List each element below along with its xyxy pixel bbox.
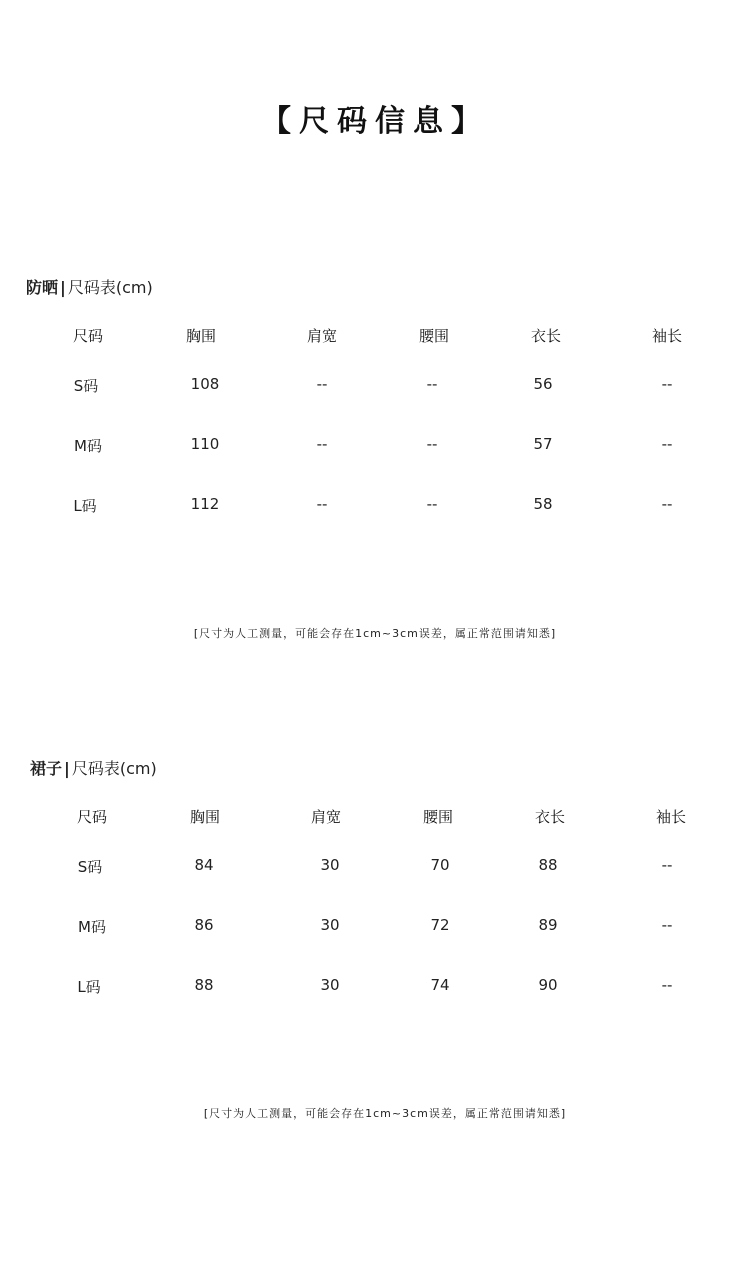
waist-cell: --: [426, 375, 438, 393]
section-subtitle: 尺码表(cm): [71, 759, 157, 778]
length-cell: 88: [538, 856, 558, 874]
header-separator: |: [60, 278, 66, 297]
shoulder-cell: 30: [320, 856, 340, 874]
shoulder-cell: 30: [320, 976, 340, 994]
chest-cell: 84: [194, 856, 214, 874]
table-row: [0, 375, 750, 399]
size-cell: M码: [78, 918, 106, 936]
shoulder-cell: --: [316, 435, 328, 453]
waist-cell: 70: [430, 856, 450, 874]
column-header-size: 尺码: [72, 327, 104, 345]
column-header-chest: 胸围: [185, 327, 217, 345]
size-cell: S码: [77, 858, 103, 876]
sleeve-cell: --: [661, 495, 673, 513]
category-label: 防晒: [26, 278, 59, 297]
page-title: 【尺码信息】: [261, 104, 489, 139]
column-header-waist: 腰围: [418, 327, 450, 345]
column-header-sleeve: 袖长: [655, 808, 687, 826]
measurement-note: [尺寸为人工测量，可能会存在1cm~3cm误差，属正常范围请知悉]: [203, 1107, 567, 1120]
size-cell: L码: [73, 497, 97, 515]
section-header: [30, 756, 157, 779]
column-header-length: 衣长: [534, 808, 566, 826]
chest-cell: 88: [194, 976, 214, 994]
size-cell: S码: [73, 377, 99, 395]
size-cell: M码: [74, 437, 102, 455]
column-header-shoulder: 肩宽: [306, 327, 338, 345]
column-header-size: 尺码: [76, 808, 108, 826]
table-row: [0, 435, 750, 459]
table-header-row: [0, 325, 750, 349]
shoulder-cell: 30: [320, 916, 340, 934]
table-header-row: [0, 806, 750, 830]
chest-cell: 86: [194, 916, 214, 934]
column-header-length: 衣长: [530, 327, 562, 345]
chest-cell: 112: [190, 495, 220, 513]
table-row: [0, 856, 750, 880]
table-row: [0, 495, 750, 519]
section-subtitle: 尺码表(cm): [67, 278, 153, 297]
waist-cell: --: [426, 435, 438, 453]
waist-cell: 72: [430, 916, 450, 934]
waist-cell: --: [426, 495, 438, 513]
sleeve-cell: --: [661, 976, 673, 994]
chest-cell: 108: [190, 375, 220, 393]
category-label: 裙子: [30, 759, 63, 778]
column-header-waist: 腰围: [422, 808, 454, 826]
table-row: [0, 976, 750, 1000]
column-header-chest: 胸围: [189, 808, 221, 826]
length-cell: 56: [533, 375, 553, 393]
length-cell: 90: [538, 976, 558, 994]
measurement-note: [尺寸为人工测量，可能会存在1cm~3cm误差，属正常范围请知悉]: [193, 627, 557, 640]
shoulder-cell: --: [316, 375, 328, 393]
sleeve-cell: --: [661, 856, 673, 874]
sleeve-cell: --: [661, 375, 673, 393]
sleeve-cell: --: [661, 435, 673, 453]
shoulder-cell: --: [316, 495, 328, 513]
header-separator: |: [64, 759, 70, 778]
size-cell: L码: [77, 978, 101, 996]
length-cell: 89: [538, 916, 558, 934]
section-header: [26, 275, 153, 298]
column-header-shoulder: 肩宽: [310, 808, 342, 826]
table-row: [0, 916, 750, 940]
waist-cell: 74: [430, 976, 450, 994]
column-header-sleeve: 袖长: [651, 327, 683, 345]
sleeve-cell: --: [661, 916, 673, 934]
chest-cell: 110: [190, 435, 220, 453]
length-cell: 57: [533, 435, 553, 453]
length-cell: 58: [533, 495, 553, 513]
